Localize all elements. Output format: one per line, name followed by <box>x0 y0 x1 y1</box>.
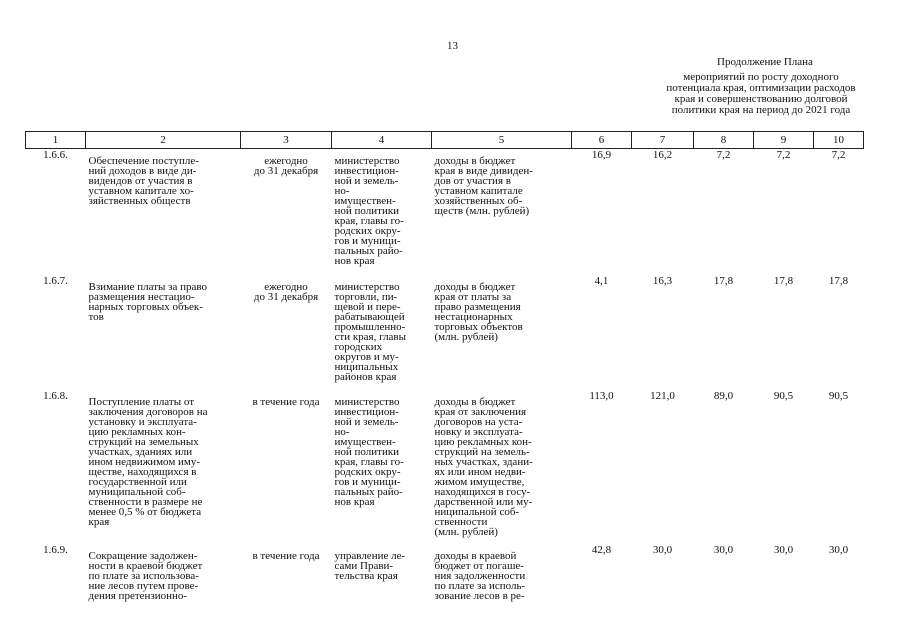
indicator-cell <box>432 390 572 544</box>
cell-line: ний доходов в виде ди- <box>88 165 197 177</box>
cell-line: ниципальных <box>334 361 399 373</box>
cell-line: находящихся в госу- <box>434 486 531 498</box>
cell-line: ином недвижимом иму- <box>88 456 201 468</box>
responsible-cell <box>332 544 432 614</box>
responsible-cell <box>332 275 432 390</box>
cell-line: цию рекламных кон- <box>88 426 186 438</box>
cell-line: участках, зданиях или <box>88 446 193 458</box>
cell-line: в течение года <box>252 396 320 408</box>
column-header: 9 <box>754 132 814 149</box>
value-cell: 17,8 <box>773 275 794 287</box>
cell-line: но- <box>334 185 350 197</box>
value-cell: 7,2 <box>776 149 791 161</box>
cell-line: ществ (млн. рублей) <box>434 205 530 217</box>
cell-line: имуществен- <box>334 436 396 448</box>
cell-line: края, главы го- <box>334 215 404 227</box>
plan-table <box>25 131 864 614</box>
cell-line: ных участках, здани- <box>434 456 533 468</box>
cell-line: доходы в бюджет <box>434 281 516 293</box>
cell-line: сами Прави- <box>334 560 394 572</box>
cell-line: нарных торговых объек- <box>88 301 203 313</box>
cell-line: ежегодно <box>264 155 308 167</box>
value-cell: 89,0 <box>713 390 734 402</box>
cell-line: городских <box>334 341 383 353</box>
indicator-cell <box>432 275 572 390</box>
cell-line: (млн. рублей) <box>434 526 498 538</box>
cell-line: струкций на земельных <box>88 436 199 448</box>
value-cell: 113,0 <box>589 390 614 402</box>
cell-line: гов и муници- <box>334 476 401 488</box>
cell-line: ние лесов путем прове- <box>88 580 199 592</box>
value-cell: 90,5 <box>828 390 849 402</box>
value-cell: 16,2 <box>652 149 673 161</box>
column-header: 4 <box>332 132 432 149</box>
value-cell: 30,0 <box>652 544 673 556</box>
cell-line: имуществен- <box>334 195 396 207</box>
cell-line: видендов от участия в <box>88 175 193 187</box>
value-cell: 30,0 <box>828 544 849 556</box>
cell-line: управление ле- <box>334 550 406 562</box>
value-cell: 7,2 <box>716 149 731 161</box>
deadline-cell <box>241 275 332 390</box>
caption-line: края и совершенствованию долговой <box>674 93 848 105</box>
cell-line: ния задолженности <box>434 570 526 582</box>
indicator-cell <box>432 544 572 614</box>
cell-line: ной и земель- <box>334 175 399 187</box>
column-header: 2 <box>86 132 241 149</box>
cell-line: (млн. рублей) <box>434 331 498 343</box>
cell-line: районов края <box>334 371 397 383</box>
cell-line: родских окру- <box>334 466 401 478</box>
cell-line: министерство <box>334 155 400 167</box>
cell-line: пальных райо- <box>334 486 403 498</box>
cell-line: ежегодно <box>264 281 308 293</box>
cell-line: нестационарных <box>434 311 513 323</box>
column-header: 10 <box>814 132 864 149</box>
cell-line: родских окру- <box>334 225 401 237</box>
cell-line: доходы в бюджет <box>434 396 516 408</box>
cell-line: муниципальной соб- <box>88 486 186 498</box>
value-cell: 16,3 <box>652 275 673 287</box>
cell-line: края в виде дивиден- <box>434 165 533 177</box>
cell-line: инвестицион- <box>334 165 399 177</box>
cell-line: государственной или <box>88 476 187 488</box>
cell-line: ной политики <box>334 446 400 458</box>
cell-line: Сокращение задолжен- <box>88 550 198 562</box>
value-cell: 16,9 <box>591 149 612 161</box>
cell-line: по плате за использова- <box>88 570 199 582</box>
table-row <box>26 544 864 614</box>
column-header: 8 <box>694 132 754 149</box>
cell-line: бюджет от погаше- <box>434 560 524 572</box>
cell-line: ной и земель- <box>334 416 399 428</box>
row-id: 1.6.6. <box>43 149 68 161</box>
deadline-cell <box>241 544 332 614</box>
row-id: 1.6.7. <box>43 275 68 287</box>
cell-line: зование лесов в ре- <box>434 590 525 602</box>
cell-line: тов <box>88 311 104 323</box>
cell-line: новку и эксплуата- <box>434 426 523 438</box>
cell-line: доходы в бюджет <box>434 155 516 167</box>
value-cell: 121,0 <box>650 390 675 402</box>
table-row <box>26 275 864 390</box>
cell-line: ственности в размере не <box>88 496 203 508</box>
cell-line: Поступление платы от <box>88 396 195 408</box>
caption-line: потенциала края, оптимизации расходов <box>666 82 856 94</box>
value-cell: 30,0 <box>773 544 794 556</box>
column-header: 6 <box>572 132 632 149</box>
cell-line: по плате за исполь- <box>434 580 526 592</box>
cell-line: до 31 декабря <box>253 291 319 303</box>
caption-line: политики края на период до 2021 года <box>671 104 851 116</box>
cell-line: промышленно- <box>334 321 406 333</box>
measure-cell <box>86 275 241 390</box>
column-header: 3 <box>241 132 332 149</box>
cell-line: установку и эксплуата- <box>88 416 197 428</box>
cell-line: министерство <box>334 281 400 293</box>
cell-line: дов от участия в <box>434 175 511 187</box>
cell-line: зяйственных обществ <box>88 195 191 207</box>
cell-line: Взимание платы за право <box>88 281 208 293</box>
cell-line: доходы в краевой <box>434 550 517 562</box>
cell-line: ной политики <box>334 205 400 217</box>
responsible-cell <box>332 390 432 544</box>
deadline-cell <box>241 390 332 544</box>
page-number: 13 <box>447 40 458 52</box>
value-cell: 90,5 <box>773 390 794 402</box>
cell-line: менее 0,5 % от бюджета <box>88 506 202 518</box>
cell-line: хозяйственных об- <box>434 195 523 207</box>
cell-line: округов и му- <box>334 351 399 363</box>
value-cell: 42,8 <box>591 544 612 556</box>
cell-line: торговых объектов <box>434 321 523 333</box>
measure-cell <box>86 390 241 544</box>
cell-line: цию рекламных кон- <box>434 436 532 448</box>
cell-line: Обеспечение поступле- <box>88 155 199 167</box>
cell-line: уставном капитале <box>434 185 523 197</box>
cell-line: ности в краевой бюджет <box>88 560 203 572</box>
measure-cell <box>86 544 241 614</box>
value-cell: 17,8 <box>713 275 734 287</box>
cell-line: рабатывающей <box>334 311 405 323</box>
cell-line: министерство <box>334 396 400 408</box>
table-row <box>26 390 864 544</box>
cell-line: размещения нестацио- <box>88 291 195 303</box>
cell-line: нов края <box>334 496 375 508</box>
responsible-cell <box>332 149 432 276</box>
continuation-label: Продолжение Плана <box>717 56 813 68</box>
indicator-cell <box>432 149 572 276</box>
cell-line: дарственной или му- <box>434 496 533 508</box>
cell-line: ществе, находящихся в <box>88 466 197 478</box>
cell-line: сти края, главы <box>334 331 407 343</box>
cell-line: ственности <box>434 516 488 528</box>
row-id: 1.6.9. <box>43 544 68 556</box>
cell-line: право размещения <box>434 301 521 313</box>
value-cell: 30,0 <box>713 544 734 556</box>
cell-line: нов края <box>334 255 375 267</box>
value-cell: 17,8 <box>828 275 849 287</box>
value-cell: 4,1 <box>594 275 609 287</box>
caption-line: мероприятий по росту доходного <box>683 71 839 83</box>
cell-line: договоров на уста- <box>434 416 523 428</box>
cell-line: тельства края <box>334 570 398 582</box>
cell-line: в течение года <box>252 550 320 562</box>
column-header: 1 <box>26 132 86 149</box>
column-header: 5 <box>432 132 572 149</box>
cell-line: заключения договоров на <box>88 406 208 418</box>
value-cell: 7,2 <box>831 149 846 161</box>
cell-line: пальных райо- <box>334 245 403 257</box>
deadline-cell <box>241 149 332 276</box>
cell-line: инвестицион- <box>334 406 399 418</box>
table-row <box>26 149 864 276</box>
cell-line: края от платы за <box>434 291 512 303</box>
cell-line: уставном капитале хо- <box>88 185 194 197</box>
cell-line: края от заключения <box>434 406 527 418</box>
cell-line: торговли, пи- <box>334 291 398 303</box>
cell-line: до 31 декабря <box>253 165 319 177</box>
cell-line: края <box>88 516 110 528</box>
measure-cell <box>86 149 241 276</box>
row-id: 1.6.8. <box>43 390 68 402</box>
cell-line: жимом имуществе, <box>434 476 525 488</box>
cell-line: края, главы го- <box>334 456 404 468</box>
cell-line: гов и муници- <box>334 235 401 247</box>
cell-line: но- <box>334 426 350 438</box>
cell-line: ях или ином недви- <box>434 466 526 478</box>
cell-line: струкций на земель- <box>434 446 530 458</box>
cell-line: щевой и пере- <box>334 301 401 313</box>
table-header-row <box>26 132 864 149</box>
column-header: 7 <box>632 132 694 149</box>
cell-line: дения претензионно- <box>88 590 188 602</box>
cell-line: ниципальной соб- <box>434 506 520 518</box>
plan-caption <box>648 72 874 116</box>
